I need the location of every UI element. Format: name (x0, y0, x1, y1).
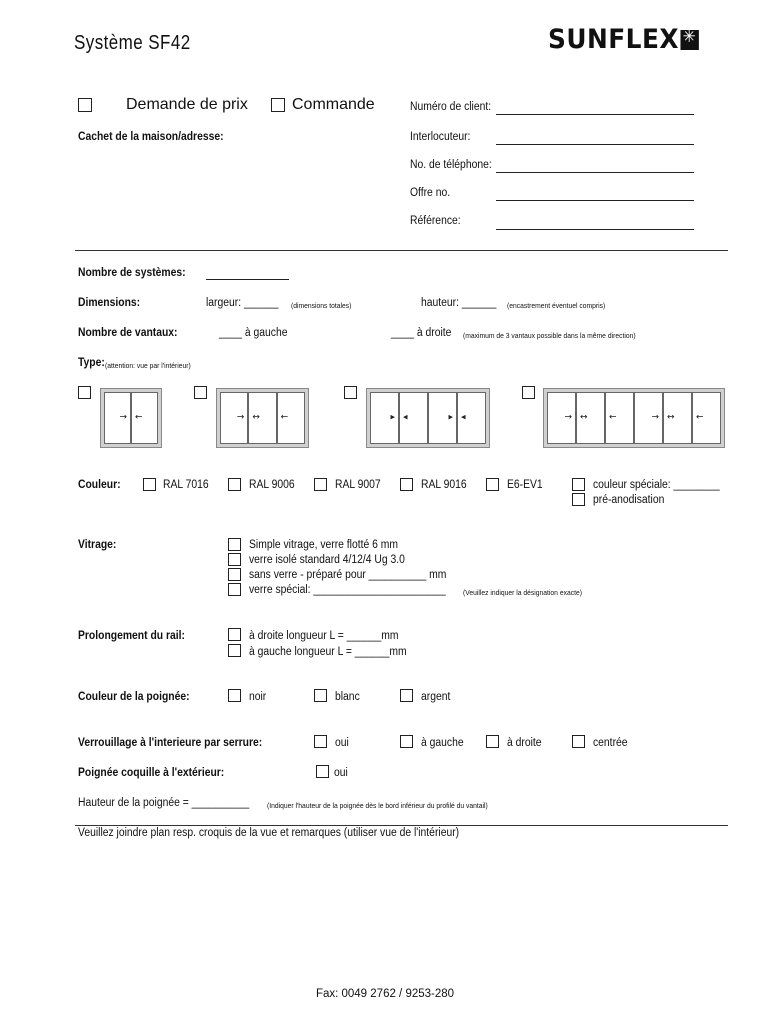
shell-handle-option: oui (334, 767, 348, 779)
color-e6ev1-checkbox[interactable] (486, 478, 499, 491)
arrow-left-icon: ← (280, 412, 289, 423)
glazing-special-note: (Veuillez indiquer la désignation exacte) (463, 588, 582, 597)
sashes-label: Nombre de vantaux: (78, 327, 178, 339)
arrow-left-icon: ← (135, 412, 143, 423)
rail-right-checkbox[interactable] (228, 628, 241, 641)
arrow-right-icon: ▸ (448, 412, 453, 423)
dimensions-label: Dimensions: (78, 297, 141, 309)
preanodisation-checkbox[interactable] (572, 493, 585, 506)
fax-number: Fax: 0049 2762 / 9253-280 (315, 988, 455, 1000)
width-label: largeur: ______ (206, 297, 279, 309)
shell-handle-yes-checkbox[interactable] (316, 765, 329, 778)
contact-person-label: Interlocuteur: (410, 131, 471, 143)
lock-option: oui (335, 737, 349, 749)
width-note: (dimensions totales) (291, 301, 352, 310)
color-ral7016-checkbox[interactable] (143, 478, 156, 491)
color-option: RAL 9016 (421, 479, 467, 491)
sliding-panel (248, 392, 276, 444)
glazing-insulated-checkbox[interactable] (228, 553, 241, 566)
lock-option: centrée (593, 737, 628, 749)
sliding-panel (399, 392, 428, 444)
height-label: hauteur: ______ (421, 297, 497, 309)
order-label: Commande (292, 96, 375, 113)
arrow-left-icon: ◂ (461, 412, 466, 423)
sliding-panel (547, 392, 576, 444)
lock-right-checkbox[interactable] (486, 735, 499, 748)
glazing-option: Simple vitrage, verre flotté 6 mm (249, 539, 398, 551)
rail-left-label: à gauche longueur L = ______mm (249, 646, 407, 658)
request-label: Demande de prix (126, 96, 248, 113)
handle-color-option: blanc (335, 691, 360, 703)
sliding-panel (576, 392, 605, 444)
sun-icon (681, 30, 699, 50)
arrow-right-icon: → (119, 412, 127, 423)
sliding-panel (277, 392, 305, 444)
arrow-left-right-icon: ↔ (252, 412, 260, 423)
rail-left-checkbox[interactable] (228, 644, 241, 657)
systems-count-label: Nombre de systèmes: (78, 267, 186, 279)
remarks-instruction: Veuillez joindre plan resp. croquis de la vue et remarques (utiliser vue de l'intérieur) (78, 827, 460, 839)
logo-text: SUNFLEX (548, 24, 679, 55)
handle-color-option: noir (249, 691, 267, 703)
height-note: (encastrement éventuel compris) (507, 301, 606, 310)
color-option: RAL 9006 (249, 479, 295, 491)
glazing-special-checkbox[interactable] (228, 583, 241, 596)
phone-field[interactable] (496, 172, 694, 173)
color-option: E6-EV1 (507, 479, 543, 491)
type-diagram-6-panels (543, 388, 725, 448)
lock-left-checkbox[interactable] (400, 735, 413, 748)
lock-option: à droite (507, 737, 542, 749)
phone-label: No. de téléphone: (410, 159, 492, 171)
lock-option: à gauche (421, 737, 464, 749)
systems-count-field[interactable] (206, 279, 289, 280)
sliding-panel (692, 392, 721, 444)
offer-field[interactable] (496, 200, 694, 201)
glazing-none-checkbox[interactable] (228, 568, 241, 581)
color-option: RAL 7016 (163, 479, 209, 491)
sliding-panel (605, 392, 634, 444)
glazing-option: verre isolé standard 4/12/4 Ug 3.0 (249, 554, 405, 566)
contact-person-field[interactable] (496, 144, 694, 145)
rail-right-label: à droite longueur L = ______mm (249, 630, 399, 642)
sashes-right-label: ____ à droite (391, 327, 452, 339)
handle-white-checkbox[interactable] (314, 689, 327, 702)
rail-label: Prolongement du rail: (78, 630, 185, 642)
lock-centered-checkbox[interactable] (572, 735, 585, 748)
handle-color-option: argent (421, 691, 451, 703)
sliding-panel (104, 392, 131, 444)
arrow-right-icon: ▸ (390, 412, 395, 423)
color-ral9016-checkbox[interactable] (400, 478, 413, 491)
glazing-option: verre spécial: _______________________ (249, 584, 446, 596)
special-color-label: couleur spéciale: ________ (593, 479, 720, 491)
glazing-single-checkbox[interactable] (228, 538, 241, 551)
sliding-panel (220, 392, 248, 444)
sashes-left-label: ____ à gauche (219, 327, 288, 339)
arrow-right-icon: → (651, 412, 659, 423)
offer-label: Offre no. (410, 187, 451, 199)
type-diagram-3-panels (216, 388, 309, 448)
type-checkbox-2-panels[interactable] (78, 386, 91, 399)
color-ral9006-checkbox[interactable] (228, 478, 241, 491)
sliding-panel (370, 392, 399, 444)
handle-silver-checkbox[interactable] (400, 689, 413, 702)
sliding-panel (634, 392, 663, 444)
arrow-right-icon: → (564, 412, 572, 423)
lock-yes-checkbox[interactable] (314, 735, 327, 748)
reference-label: Référence: (410, 215, 461, 227)
type-checkbox-3-panels[interactable] (194, 386, 207, 399)
stamp-label: Cachet de la maison/adresse: (78, 131, 224, 143)
sliding-panel (663, 392, 692, 444)
sliding-panel (428, 392, 457, 444)
handle-height-note: (Indiquer l'hauteur de la poignée dès le bord inférieur du profilé du vantail) (267, 801, 488, 810)
type-diagram-2-panels (100, 388, 162, 448)
type-diagram-4-panels (366, 388, 490, 448)
sliding-panel (457, 392, 486, 444)
handle-height-label: Hauteur de la poignée = __________ (78, 797, 250, 809)
brand-logo (548, 24, 699, 55)
client-no-field[interactable] (496, 114, 694, 115)
sliding-panel (131, 392, 158, 444)
client-no-label: Numéro de client: (410, 101, 492, 113)
color-label: Couleur: (78, 479, 121, 491)
shell-handle-label: Poignée coquille à l'extérieur: (78, 767, 225, 779)
section-divider (75, 825, 728, 826)
color-option: RAL 9007 (335, 479, 381, 491)
section-divider (75, 250, 728, 251)
type-checkbox-4-panels[interactable] (344, 386, 357, 399)
arrow-left-right-icon: ↔ (580, 412, 588, 423)
handle-color-label: Couleur de la poignée: (78, 691, 190, 703)
arrow-left-icon: ← (696, 412, 704, 423)
glazing-label: Vitrage: (78, 539, 117, 551)
arrow-left-icon: ← (609, 412, 617, 423)
request-checkbox[interactable] (78, 98, 92, 112)
color-ral9007-checkbox[interactable] (314, 478, 327, 491)
glazing-option: sans verre - préparé pour __________ mm (249, 569, 447, 581)
lock-label: Verrouillage à l'interieure par serrure: (78, 737, 263, 749)
arrow-left-right-icon: ↔ (667, 412, 675, 423)
form-title: Système SF42 (74, 32, 191, 54)
arrow-right-icon: → (236, 412, 245, 423)
special-color-checkbox[interactable] (572, 478, 585, 491)
handle-black-checkbox[interactable] (228, 689, 241, 702)
reference-field[interactable] (496, 229, 694, 230)
sashes-right-note: (maximum de 3 vantaux possible dans la même direction) (463, 331, 636, 340)
type-checkbox-6-panels[interactable] (522, 386, 535, 399)
type-label: Type: (78, 357, 105, 369)
order-checkbox[interactable] (271, 98, 285, 112)
preanodisation-label: pré-anodisation (593, 494, 665, 506)
arrow-left-icon: ◂ (403, 412, 408, 423)
type-note: (attention: vue par l'intérieur) (105, 361, 191, 370)
